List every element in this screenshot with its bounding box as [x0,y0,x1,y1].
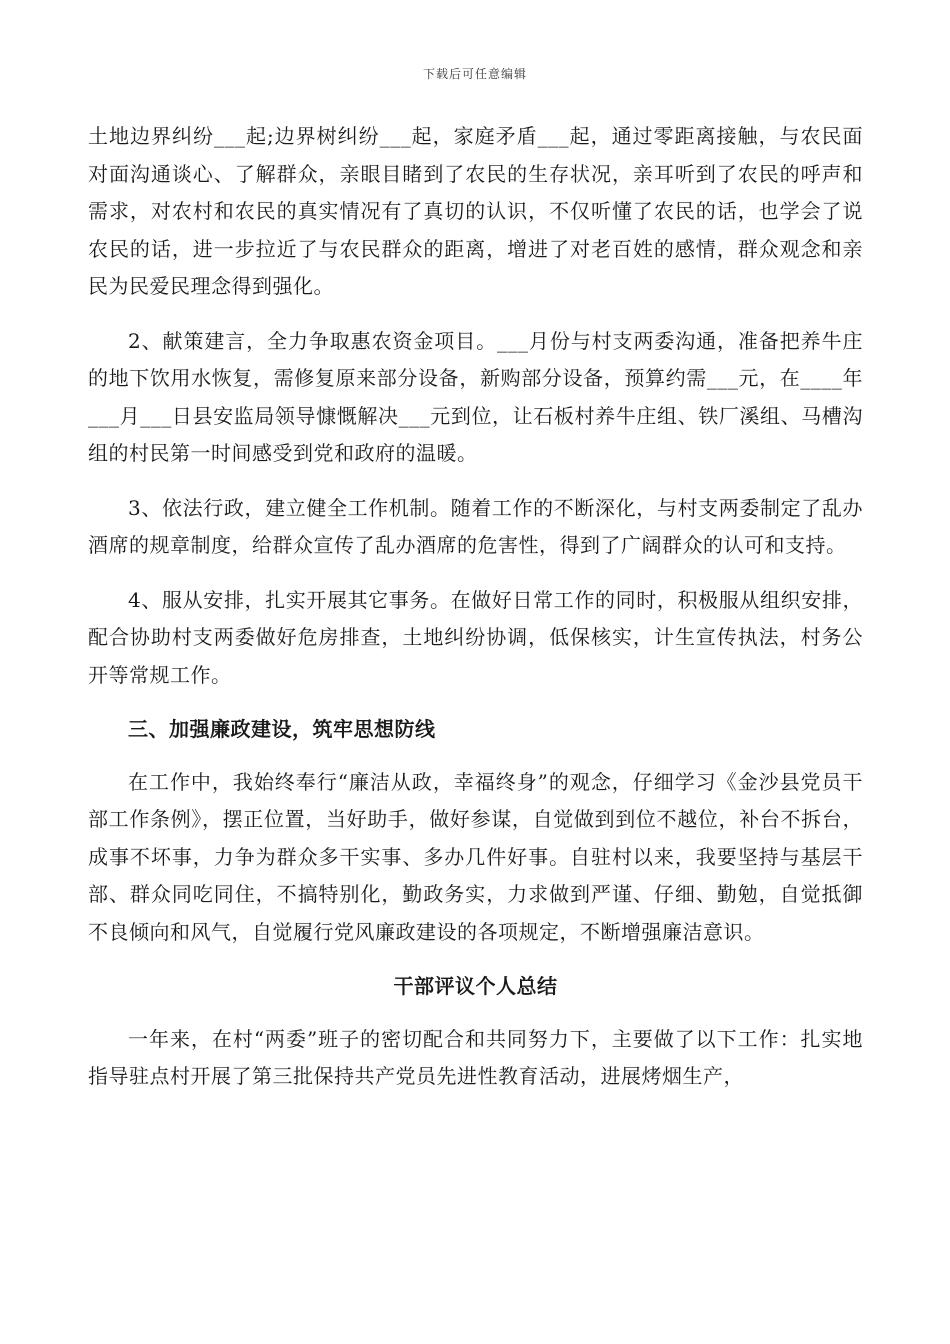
paragraph-3: 3、依法行政，建立健全工作机制。随着工作的不断深化，与村支两委制定了乱办酒席的规章制度，给群众宣传了乱办酒席的危害性，得到了广阔群众的认可和支持。 [88,495,863,557]
document-title: 干部评议个人总结 [393,974,558,998]
section-heading-3: 三、加强廉政建设，筑牢思想防线 [128,717,436,741]
document-body [88,118,863,1113]
page-header: 下载后可任意编辑 [422,67,527,81]
paragraph-2: 2、献策建言，全力争取惠农资金项目。___月份与村支两委沟通，准备把养牛庄的地下饮用水恢复，需修复原来部分设备，新购部分设备，预算约需___元，在____年___月___日县安监局领导慷慨解决___元到位，让石板村养牛庄组、铁厂溪组、马槽沟组的村民第一时间感受到党和政府的温暖。 [88,328,863,465]
paragraph-4: 4、服从安排，扎实开展其它事务。在做好日常工作的同时，积极服从组织安排，配合协助村支两委做好危房排查，土地纠纷协调，低保核实，计生宣传执法，村务公开等常规工作。 [88,587,863,687]
paragraph-5: 在工作中，我始终奉行“廉洁从政，幸福终身”的观念，仔细学习《金沙县党员干部工作条例》，摆正位置，当好助手，做好参谋，自觉做到到位不越位，补台不拆台，成事不坏事，力争为群众多干实事、多办几件好事。自驻村以来，我要坚持与基层干部、群众同吃同住，不搞特别化，勤政务实，力求做到严谨、仔细、勤勉，自觉抵御不良倾向和风气，自觉履行党风廉政建设的各项规定，不断增强廉洁意识。 [88,769,863,944]
paragraph-1: 土地边界纠纷___起;边界树纠纷___起，家庭矛盾___起，通过零距离接触，与农民面对面沟通谈心、了解群众，亲眼目睹到了农民的生存状况，亲耳听到了农民的呼声和需求，对农村和农民的真实情况有了真切的认识，不仅听懂了农民的话，也学会了说农民的话，进一步拉近了与农民群众的距离，增进了对老百姓的感情，群众观念和亲民为民爱民理念得到强化。 [88,124,863,298]
paragraph-6: 一年来，在村“两委”班子的密切配合和共同努力下，主要做了以下工作：扎实地指导驻点村开展了第三批保持共产党员先进性教育活动，进展烤烟生产， [88,1026,863,1088]
